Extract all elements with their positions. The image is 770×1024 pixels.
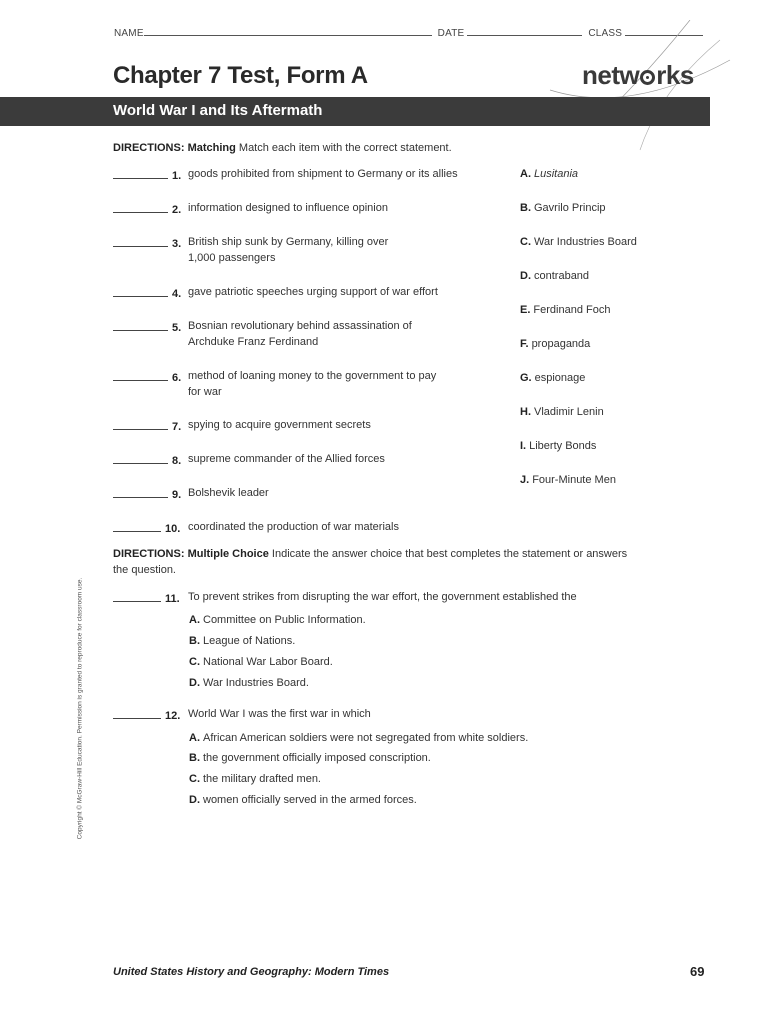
directions-type: Multiple Choice [187, 548, 269, 560]
question-text-line2: for war [188, 386, 222, 398]
answer-text: Liberty Bonds [529, 440, 597, 452]
option-text: African American soldiers were not segregated from white soldiers. [203, 732, 529, 744]
question-text: British ship sunk by Germany, killing over [188, 236, 389, 248]
answer-blank[interactable] [113, 202, 168, 213]
q11-option-d [189, 677, 309, 689]
answer-text: propaganda [531, 338, 591, 350]
matching-question-6 [113, 370, 437, 398]
option-letter: A. [189, 614, 200, 626]
name-label: NAME [114, 28, 144, 39]
option-letter: B. [189, 635, 200, 647]
directions-label: DIRECTIONS: [113, 548, 185, 560]
logo-o-icon [640, 70, 655, 85]
option-text: the government officially imposed conscription. [203, 752, 431, 764]
logo-text-start: netw [582, 60, 640, 90]
answer-choice-a [520, 168, 578, 180]
mc-question-12 [113, 708, 371, 722]
multiple-choice-directions [113, 548, 627, 560]
question-number: 2. [172, 204, 182, 216]
directions-label: DIRECTIONS: [113, 142, 185, 154]
matching-question-8 [113, 453, 385, 467]
matching-question-3 [113, 236, 389, 264]
question-text: coordinated the production of war materials [188, 521, 399, 533]
question-text: World War I was the first war in which [188, 708, 371, 720]
matching-question-4 [113, 286, 438, 300]
matching-directions [113, 142, 452, 154]
class-label: CLASS [588, 28, 623, 39]
answer-blank[interactable] [113, 453, 168, 464]
matching-question-1 [113, 168, 458, 182]
directions-text: Match each item with the correct statement. [238, 142, 452, 154]
book-title: United States History and Geography: Modern Times [113, 966, 390, 978]
question-number: 5. [172, 322, 182, 334]
networks-logo [582, 60, 694, 91]
multiple-choice-directions-line2: the question. [113, 564, 176, 576]
question-number: 12. [165, 710, 181, 722]
question-text: goods prohibited from shipment to Germany or its allies [188, 168, 458, 180]
option-text: the military drafted men. [203, 773, 321, 785]
q12-option-b [189, 752, 431, 764]
question-text: spying to acquire government secrets [188, 419, 371, 431]
option-text: women officially served in the armed forces. [203, 794, 417, 806]
option-letter: D. [189, 677, 200, 689]
answer-letter: G. [520, 372, 532, 384]
matching-question-7 [113, 419, 371, 433]
question-text-line2: 1,000 passengers [188, 252, 276, 264]
answer-letter: F. [520, 338, 529, 350]
question-number: 6. [172, 372, 182, 384]
answer-choice-f [520, 338, 590, 350]
option-letter: D. [189, 794, 200, 806]
answer-text: Vladimir Lenin [534, 406, 604, 418]
question-number: 7. [172, 421, 182, 433]
answer-blank[interactable] [113, 236, 168, 247]
question-text: To prevent strikes from disrupting the war effort, the government established the [188, 591, 577, 603]
answer-blank[interactable] [113, 487, 168, 498]
answer-choice-h [520, 406, 604, 418]
question-number: 11. [165, 593, 180, 605]
answer-text: Lusitania [534, 168, 579, 180]
question-number: 4. [172, 288, 182, 300]
option-text: National War Labor Board. [203, 656, 333, 668]
answer-choice-d [520, 270, 589, 282]
answer-blank[interactable] [113, 521, 161, 532]
page-title: Chapter 7 Test, Form A [113, 62, 368, 89]
mc-question-11 [113, 591, 577, 605]
q11-option-c [189, 656, 333, 668]
answer-choice-c [520, 236, 637, 248]
q12-option-c [189, 773, 321, 785]
question-text: Bolshevik leader [188, 487, 269, 499]
answer-text: contraband [534, 270, 590, 282]
answer-text: Gavrilo Princip [534, 202, 606, 214]
answer-choice-g [520, 372, 585, 384]
answer-letter: B. [520, 202, 531, 214]
answer-letter: E. [520, 304, 531, 316]
page-number: 69 [690, 964, 705, 979]
chapter-banner [0, 97, 710, 126]
question-text: Bosnian revolutionary behind assassination of [188, 320, 412, 332]
option-letter: A. [189, 732, 200, 744]
logo-text-end: rks [656, 60, 694, 90]
matching-question-5 [113, 320, 412, 348]
option-text: Committee on Public Information. [203, 614, 366, 626]
q12-option-a [189, 732, 528, 744]
answer-text: War Industries Board [534, 236, 637, 248]
question-text: supreme commander of the Allied forces [188, 453, 385, 465]
answer-letter: H. [520, 406, 531, 418]
answer-text: Ferdinand Foch [533, 304, 611, 316]
question-number: 8. [172, 455, 182, 467]
directions-text: Indicate the answer choice that best completes the statement or answers [271, 548, 628, 560]
chapter-subtitle: World War I and Its Aftermath [113, 102, 323, 119]
answer-blank[interactable] [113, 708, 161, 719]
q12-option-d [189, 794, 417, 806]
answer-letter: C. [520, 236, 531, 248]
question-number: 9. [172, 489, 182, 501]
answer-blank[interactable] [113, 591, 161, 602]
question-text-line2: Archduke Franz Ferdinand [188, 336, 319, 348]
matching-question-2 [113, 202, 388, 216]
answer-choice-i [520, 440, 596, 452]
option-letter: C. [189, 773, 200, 785]
answer-blank[interactable] [113, 370, 168, 381]
copyright-notice: Copyright © McGraw-Hill Education. Permission is granted to reproduce for classroom use. [76, 577, 84, 840]
answer-blank[interactable] [113, 419, 168, 430]
option-text: League of Nations. [203, 635, 296, 647]
q11-option-b [189, 635, 295, 647]
question-text: method of loaning money to the government to pay [188, 370, 437, 382]
question-text: gave patriotic speeches urging support of war effort [188, 286, 438, 298]
option-letter: C. [189, 656, 200, 668]
answer-text: espionage [534, 372, 586, 384]
answer-blank[interactable] [113, 286, 168, 297]
matching-question-9 [113, 487, 269, 501]
question-number: 10. [165, 523, 181, 535]
option-text: War Industries Board. [203, 677, 309, 689]
answer-letter: I. [520, 440, 527, 452]
option-letter: B. [189, 752, 200, 764]
answer-choice-b [520, 202, 606, 214]
directions-type: Matching [187, 142, 236, 154]
question-number: 3. [172, 238, 182, 250]
q11-option-a [189, 614, 366, 626]
question-text: information designed to influence opinion [188, 202, 388, 214]
answer-choice-e [520, 304, 610, 316]
answer-letter: A. [520, 168, 531, 180]
matching-question-10 [113, 521, 399, 535]
answer-blank[interactable] [113, 168, 168, 179]
answer-blank[interactable] [113, 320, 168, 331]
question-number: 1. [172, 170, 182, 182]
answer-letter: D. [520, 270, 531, 282]
date-label: DATE [437, 28, 465, 39]
name-field[interactable] [144, 26, 432, 36]
answer-letter: J. [520, 474, 530, 486]
answer-choice-j [520, 474, 616, 486]
answer-text: Four-Minute Men [532, 474, 616, 486]
